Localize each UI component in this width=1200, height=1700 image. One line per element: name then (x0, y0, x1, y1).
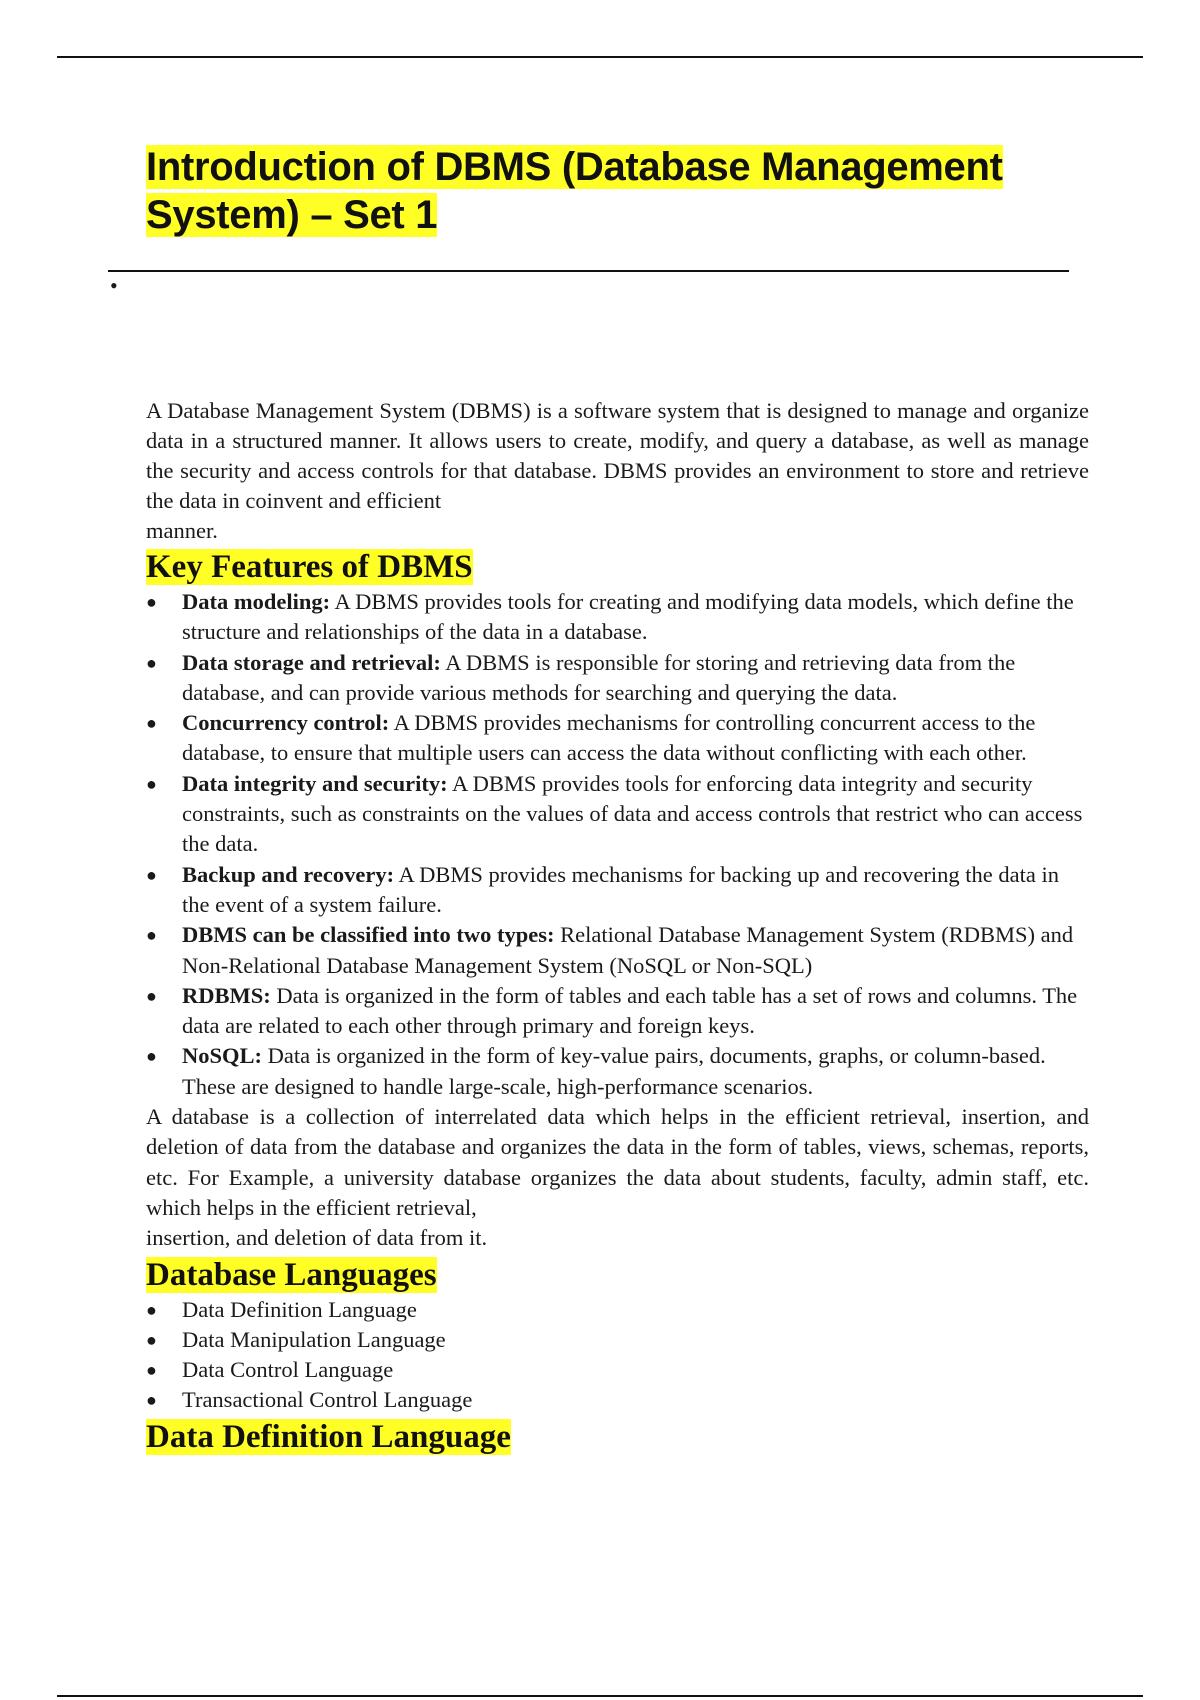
database-languages-heading-text: Database Languages (146, 1256, 437, 1293)
title-highlight: Introduction of DBMS (Database Management System) – Set 1 (146, 145, 1003, 237)
page-bottom-rule (57, 1695, 1143, 1697)
database-languages-list (146, 1295, 1089, 1416)
list-item (146, 708, 1089, 769)
list-item (146, 648, 1089, 709)
key-features-list (146, 587, 1089, 1102)
database-paragraph-last-line: insertion, and deletion of data from it. (146, 1225, 488, 1251)
feature-term: Data integrity and security: (182, 770, 448, 796)
intro-last-line: manner. (146, 518, 218, 543)
intro-paragraph (146, 396, 1089, 546)
bullet-icon: ● (146, 1360, 157, 1381)
list-item (146, 1355, 1089, 1385)
feature-text: Data is organized in the form of key-value pairs, documents, graphs, or column-based. These are designed to handle large-scale, high-performance scenarios. (182, 1043, 1046, 1099)
page-top-rule (57, 56, 1143, 58)
feature-text: A DBMS provides tools for creating and modifying data models, which define the structure and relationships of the data in a database. (182, 589, 1074, 645)
feature-text: Data is organized in the form of tables and each table has a set of rows and columns. The data are related to each other through primary and foreign keys. (182, 982, 1078, 1039)
title-divider (108, 270, 1069, 272)
list-item (146, 1325, 1089, 1355)
bullet-icon: ● (146, 1046, 157, 1067)
list-item (146, 981, 1089, 1042)
bullet-icon: ● (146, 925, 157, 946)
feature-term: Data storage and retrieval: (182, 649, 441, 675)
feature-term: NoSQL: (182, 1043, 263, 1069)
list-item (146, 860, 1089, 921)
page-title (146, 143, 1089, 239)
feature-term: Data modeling: (182, 589, 331, 614)
feature-text: A DBMS provides tools for enforcing data integrity and security constraints, such as constraints on the values of data and access controls that restrict who can access the data. (182, 770, 1083, 857)
ddl-heading (146, 1418, 1089, 1457)
database-paragraph-text: A database is a collection of interrelated data which helps in the efficient retrieval, insertion, and deletion of data from the database and organizes the data in the form of tables, views, schemas, reports, etc. For Example, a university database organizes the data about students, faculty, admin staff, etc. which helps in the efficient retrieval, (146, 1104, 1089, 1220)
bullet-icon: ● (146, 1390, 157, 1411)
list-item (146, 1385, 1089, 1415)
language-label: Data Control Language (182, 1357, 394, 1383)
list-item (146, 1295, 1089, 1325)
feature-term: RDBMS: (182, 982, 271, 1008)
bullet-icon: ● (146, 1329, 157, 1350)
feature-term: Backup and recovery: (182, 861, 395, 887)
bullet-icon: ● (146, 592, 157, 612)
language-label: Data Manipulation Language (182, 1326, 446, 1352)
bullet-icon: ● (146, 713, 157, 734)
feature-text: A DBMS provides mechanisms for backing up and recovering the data in the event of a system failure. (182, 861, 1059, 917)
intro-text: A Database Management System (DBMS) is a software system that is designed to manage and organize data in a structured manner. It allows users to create, modify, and query a database, as well as manage the security and access controls for that database. DBMS provides an environment to store and retrieve the data in coinvent and efficient (146, 398, 1089, 513)
list-item (146, 587, 1089, 648)
language-label: Data Definition Language (182, 1296, 417, 1322)
bullet-icon: ● (146, 985, 157, 1006)
database-paragraph (146, 1102, 1089, 1253)
ddl-heading-text: Data Definition Language (146, 1418, 511, 1455)
bullet-icon: ● (146, 1299, 157, 1320)
feature-text: A DBMS provides mechanisms for controlling concurrent access to the database, to ensure that multiple users can access the data without conflicting with each other. (182, 710, 1036, 766)
bullet-icon: ● (146, 652, 157, 673)
feature-term: Concurrency control: (182, 710, 390, 736)
list-item (146, 1041, 1089, 1102)
feature-term: DBMS can be classified into two types: (182, 922, 555, 948)
feature-text: A DBMS is responsible for storing and retrieving data from the database, and can provide various methods for searching and querying the data. (182, 649, 1016, 705)
database-languages-heading (146, 1256, 1089, 1295)
stray-bullet-icon: • (110, 273, 118, 298)
bullet-icon: ● (146, 864, 157, 885)
bullet-icon: ● (146, 773, 157, 794)
list-item (146, 920, 1089, 981)
document-body (110, 143, 1089, 1457)
language-label: Transactional Control Language (182, 1387, 473, 1413)
list-item (146, 769, 1089, 860)
feature-text: Relational Database Management System (RDBMS) and Non-Relational Database Management System (NoSQL or Non-SQL) (182, 922, 1074, 978)
key-features-heading-text: Key Features of DBMS (146, 549, 473, 585)
key-features-heading (146, 548, 1089, 587)
